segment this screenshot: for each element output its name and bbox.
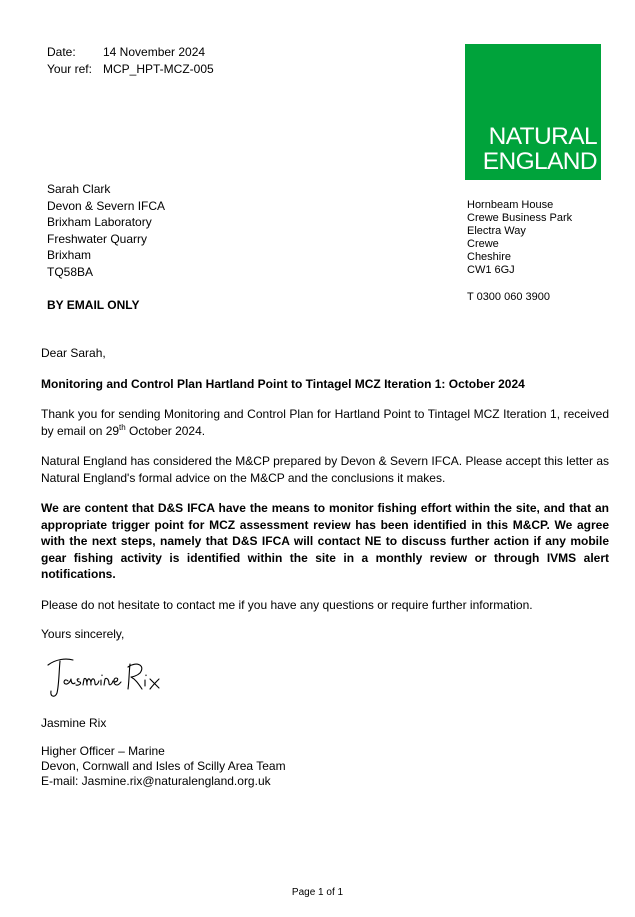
- recipient-town: Brixham: [47, 248, 92, 262]
- office-address-line: Cheshire: [467, 251, 512, 263]
- office-address-line: Hornbeam House: [467, 199, 554, 211]
- recipient-address-line: Freshwater Quarry: [47, 231, 148, 246]
- date-label: Date:: [47, 45, 76, 59]
- office-phone: T 0300 060 3900: [467, 291, 550, 303]
- paragraph-1-text: Thank you for sending Monitoring and Control Plan for Hartland Point to Tintagel MCZ Iteration 1, received by email on 29: [41, 407, 609, 438]
- letter-body: [41, 345, 609, 643]
- ordinal-suffix: th: [119, 422, 126, 432]
- letter-meta: [47, 44, 214, 78]
- signatory-name: Jasmine Rix: [41, 716, 107, 730]
- signatory-details: [41, 743, 286, 788]
- recipient-name: Sarah Clark: [47, 182, 111, 196]
- ref-row: [47, 61, 214, 78]
- paragraph-4: Please do not hesitate to contact me if you have any questions or require further information.: [41, 597, 533, 612]
- signatory-team: Devon, Cornwall and Isles of Scilly Area Team: [41, 759, 286, 773]
- signatory-title: Higher Officer – Marine: [41, 744, 165, 758]
- logo-line-2: ENGLAND: [482, 148, 597, 175]
- letter-subject: Monitoring and Control Plan Hartland Point to Tintagel MCZ Iteration 1: October 2024: [41, 376, 525, 391]
- paragraph-1-end: October 2024.: [125, 423, 206, 438]
- office-address-line: Crewe Business Park: [467, 212, 573, 224]
- recipient-address-line: Brixham Laboratory: [47, 215, 152, 229]
- sender-address: [467, 199, 572, 277]
- recipient-postcode: TQ58BA: [47, 264, 94, 279]
- signatory-email: E-mail: Jasmine.rix@naturalengland.org.uk: [41, 774, 271, 788]
- closing: Yours sincerely,: [41, 627, 125, 641]
- recipient-org: Devon & Severn IFCA: [47, 198, 166, 213]
- date-value: 14 November 2024: [103, 45, 206, 59]
- recipient-address: [47, 181, 165, 280]
- paragraph-1: [41, 406, 609, 439]
- delivery-method: BY EMAIL ONLY: [47, 298, 140, 312]
- date-row: [47, 44, 214, 61]
- salutation: Dear Sarah,: [41, 346, 106, 360]
- logo-line-1: NATURAL: [488, 123, 597, 150]
- page-number: Page 1 of 1: [291, 887, 344, 898]
- paragraph-2: Natural England has considered the M&CP prepared by Devon & Severn IFCA. Please accept this letter as Natural England's formal advice on the M&CP and the conclusions it makes.: [41, 454, 609, 485]
- office-postcode: CW1 6GJ: [467, 264, 515, 276]
- ref-label: Your ref:: [47, 62, 92, 76]
- handwritten-signature: [46, 651, 166, 701]
- office-address-line: Crewe: [467, 238, 499, 250]
- office-address-line: Electra Way: [467, 225, 526, 237]
- natural-england-logo: [465, 44, 601, 180]
- paragraph-3: We are content that D&S IFCA have the means to monitor fishing effort within the site, and that an appropriate trigger point for MCZ assessment review has been identified in this M&CP. We agree with the next steps, namely that D&S IFCA will contact NE to discuss further action if any mobile gear fishing activity is identified within the site in a monthly review or through IVMS alert notifications.: [41, 501, 609, 581]
- ref-value: MCP_HPT-MCZ-005: [103, 62, 214, 76]
